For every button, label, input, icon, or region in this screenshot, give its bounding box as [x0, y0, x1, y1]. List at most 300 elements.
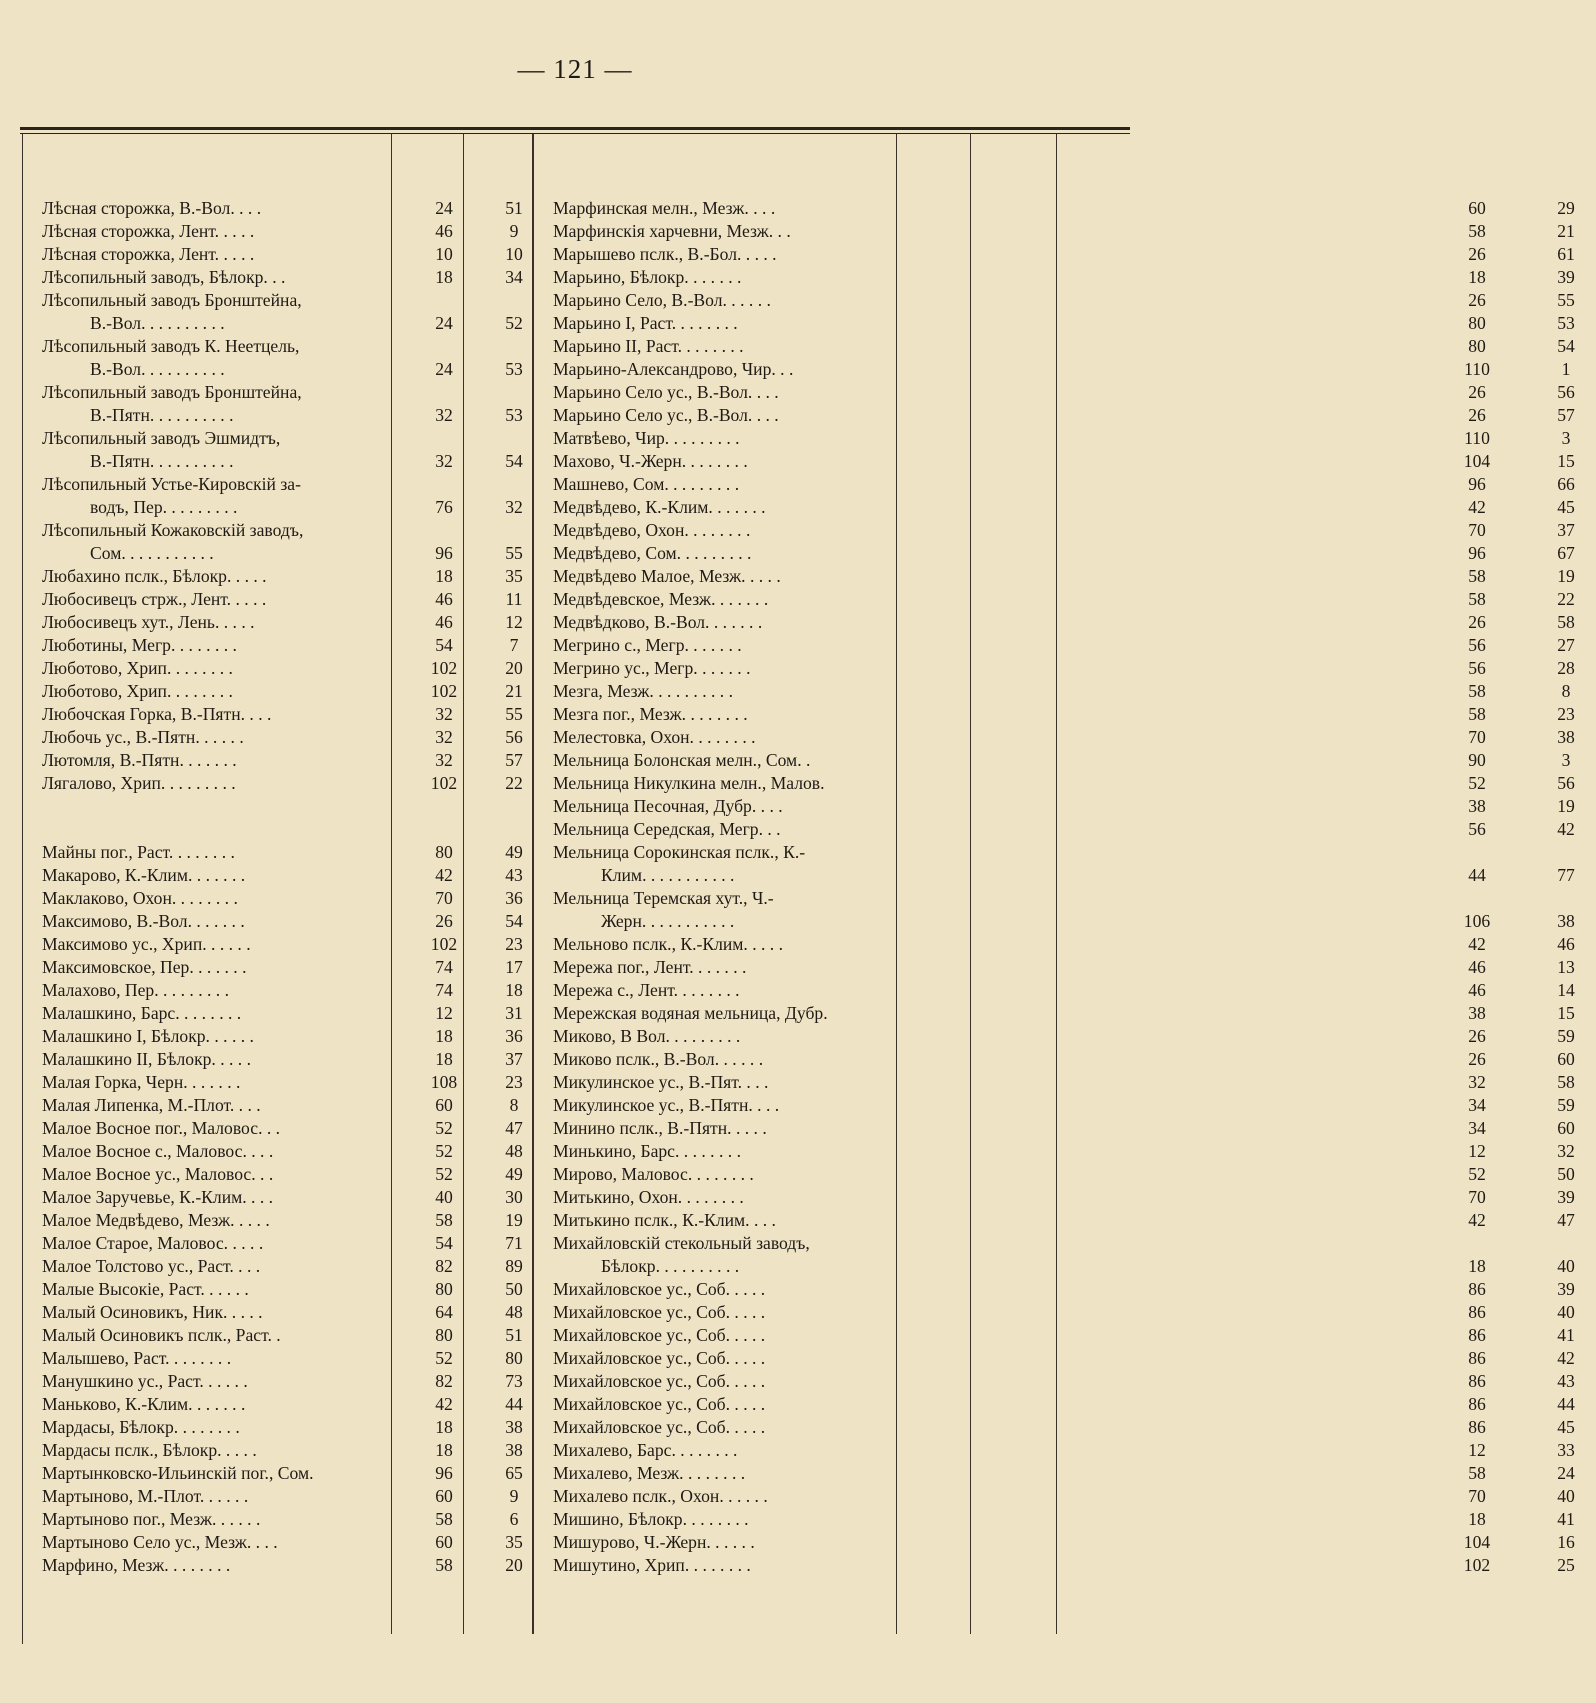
entry-number: 60	[1557, 1118, 1575, 1138]
index-row	[553, 1416, 1575, 1439]
entry-number: 27	[1557, 635, 1575, 655]
entry-number: 9	[509, 1486, 519, 1506]
index-row	[42, 473, 562, 496]
map-sheet-number: 46	[1468, 957, 1486, 977]
index-row	[553, 1393, 1575, 1416]
index-row	[553, 680, 1571, 703]
index-row	[42, 657, 562, 680]
entry-number: 41	[1557, 1325, 1575, 1345]
map-sheet-number: 86	[1468, 1325, 1486, 1345]
place-name: Лѣсопильный заводъ, Бѣлокр. . .	[42, 267, 286, 287]
index-row	[42, 772, 562, 795]
entry-number: 36	[505, 888, 523, 908]
map-sheet-number: 86	[1468, 1371, 1486, 1391]
map-sheet-number: 102	[430, 773, 458, 793]
index-row	[553, 1554, 1575, 1577]
entry-number: 18	[505, 980, 523, 1000]
place-name: водъ, Пер. . . . . . . . .	[90, 497, 238, 517]
index-row	[42, 197, 562, 220]
place-name: Миково, В Вол. . . . . . . . .	[553, 1026, 741, 1046]
index-row	[553, 473, 1575, 496]
map-sheet-number: 96	[435, 1463, 453, 1483]
entry-number: 47	[505, 1118, 523, 1138]
place-name: Митькино пслк., К.-Клим. . . .	[553, 1210, 776, 1230]
index-row	[553, 197, 1575, 220]
place-name: Мельница Сорокинская пслк., К.-	[553, 842, 806, 862]
place-name: Мартыново, М.-Плот. . . . . .	[42, 1486, 249, 1506]
map-sheet-number: 18	[435, 1026, 453, 1046]
entry-number: 32	[1557, 1141, 1575, 1161]
place-name: Марьино Село, В.-Вол. . . . . .	[553, 290, 771, 310]
entry-number: 66	[1557, 474, 1575, 494]
place-name: Мартыново Село ус., Мезж. . . .	[42, 1532, 278, 1552]
map-sheet-number: 58	[435, 1509, 453, 1529]
entry-number: 38	[1557, 727, 1575, 747]
entry-number: 65	[505, 1463, 523, 1483]
place-name: Мережа с., Лент. . . . . . . .	[553, 980, 740, 1000]
map-sheet-number: 52	[435, 1118, 453, 1138]
place-name: Лѣсная сторожка, Лент. . . . .	[42, 221, 255, 241]
index-row	[42, 450, 562, 473]
place-name: В.-Вол. . . . . . . . . .	[90, 313, 225, 333]
map-sheet-number: 52	[1468, 773, 1486, 793]
map-sheet-number: 96	[1468, 543, 1486, 563]
index-row	[42, 864, 562, 887]
entry-number: 23	[505, 934, 523, 954]
place-name: Мезга пог., Мезж. . . . . . . .	[553, 704, 748, 724]
index-row	[42, 404, 562, 427]
map-sheet-number: 52	[435, 1348, 453, 1368]
place-name: Михайловское ус., Соб. . . . .	[553, 1302, 766, 1322]
map-sheet-number: 32	[435, 727, 453, 747]
map-sheet-number: 108	[430, 1072, 458, 1092]
place-name: Лѣсная сторожка, Лент. . . . .	[42, 244, 255, 264]
place-name: Максимовское, Пер. . . . . . .	[42, 957, 247, 977]
right-column	[553, 197, 1575, 1577]
index-row	[42, 220, 562, 243]
index-row	[553, 1140, 1575, 1163]
index-row	[553, 864, 1575, 887]
place-name: Медвѣдево Малое, Мезж. . . . .	[553, 566, 781, 586]
place-name: Сом. . . . . . . . . . .	[90, 543, 214, 563]
place-name: Бѣлокр. . . . . . . . . .	[601, 1256, 740, 1276]
entry-number: 16	[1557, 1532, 1575, 1552]
entry-number: 50	[1557, 1164, 1575, 1184]
entry-number: 11	[505, 589, 523, 609]
index-row	[42, 749, 562, 772]
place-name: Микулинское ус., В.-Пятн. . . .	[553, 1095, 780, 1115]
map-sheet-number: 42	[435, 1394, 453, 1414]
place-name: Мережская водяная мельница, Дубр.	[553, 1003, 828, 1023]
entry-number: 46	[1557, 934, 1575, 954]
entry-number: 39	[1557, 1279, 1575, 1299]
entry-number: 54	[505, 911, 523, 931]
entry-number: 3	[1561, 750, 1571, 770]
entry-number: 8	[509, 1095, 519, 1115]
place-name: Малые Высокіе, Раст. . . . . .	[42, 1279, 249, 1299]
entry-number: 51	[505, 198, 523, 218]
index-row	[42, 1324, 562, 1347]
index-row	[553, 542, 1575, 565]
place-name: В.-Вол. . . . . . . . . .	[90, 359, 225, 379]
place-name: Михайловское ус., Соб. . . . .	[553, 1417, 766, 1437]
map-sheet-number: 58	[1468, 221, 1486, 241]
map-sheet-number: 76	[435, 497, 453, 517]
place-name: Лютомля, В.-Пятн. . . . . . .	[42, 750, 237, 770]
place-name: Маклаково, Охон. . . . . . . .	[42, 888, 238, 908]
index-row	[42, 933, 562, 956]
entry-number: 37	[1557, 520, 1575, 540]
place-name: Микулинское ус., В.-Пят. . . .	[553, 1072, 769, 1092]
entry-number: 33	[1557, 1440, 1575, 1460]
place-name: Мардасы, Бѣлокр. . . . . . . .	[42, 1417, 240, 1437]
map-sheet-number: 46	[435, 589, 453, 609]
index-row	[42, 1370, 562, 1393]
entry-number: 54	[505, 451, 523, 471]
entry-number: 41	[1557, 1509, 1575, 1529]
index-row	[42, 312, 562, 335]
place-name: Мартынковско-Ильинскій пог., Сом.	[42, 1463, 314, 1483]
index-row	[42, 358, 562, 381]
map-sheet-number: 70	[435, 888, 453, 908]
entry-number: 54	[1557, 336, 1575, 356]
index-row	[553, 726, 1575, 749]
place-name: Марьино-Александрово, Чир. . .	[553, 359, 794, 379]
place-name: Малашкино I, Бѣлокр. . . . . .	[42, 1026, 254, 1046]
index-row	[42, 519, 562, 542]
index-row	[42, 979, 562, 1002]
map-sheet-number: 110	[1464, 359, 1490, 379]
index-row	[553, 1370, 1575, 1393]
map-sheet-number: 80	[435, 842, 453, 862]
map-sheet-number: 80	[1468, 336, 1486, 356]
index-row	[553, 220, 1575, 243]
entry-number: 17	[505, 957, 523, 977]
map-sheet-number: 70	[1468, 1187, 1486, 1207]
place-name: Лягалово, Хрип. . . . . . . . .	[42, 773, 236, 793]
index-row	[42, 1209, 562, 1232]
map-sheet-number: 18	[435, 1049, 453, 1069]
index-row	[42, 887, 562, 910]
entry-number: 59	[1557, 1026, 1575, 1046]
index-row	[553, 1094, 1575, 1117]
place-name: Мельница Болонская мелн., Сом. .	[553, 750, 811, 770]
place-name: Малое Восное с., Маловос. . . .	[42, 1141, 274, 1161]
place-name: Марьино I, Раст. . . . . . . .	[553, 313, 738, 333]
index-row	[42, 1485, 562, 1508]
entry-number: 53	[505, 359, 523, 379]
index-row	[553, 772, 1575, 795]
entry-number: 89	[505, 1256, 523, 1276]
map-sheet-number: 18	[435, 267, 453, 287]
index-row	[553, 1232, 1093, 1255]
map-sheet-number: 24	[435, 313, 453, 333]
entry-number: 42	[1557, 819, 1575, 839]
place-name: Малая Горка, Черн. . . . . . .	[42, 1072, 241, 1092]
index-row	[42, 1048, 562, 1071]
map-sheet-number: 74	[435, 980, 453, 1000]
map-sheet-number: 34	[1468, 1095, 1486, 1115]
map-sheet-number: 46	[435, 221, 453, 241]
index-row	[42, 1186, 562, 1209]
entry-number: 34	[505, 267, 523, 287]
place-name: Лѣсопильный заводъ Эшмидтъ,	[42, 428, 281, 448]
index-row	[42, 266, 562, 289]
place-name: Марфино, Мезж. . . . . . . .	[42, 1555, 231, 1575]
index-row	[553, 289, 1575, 312]
index-row	[553, 427, 1571, 450]
entry-number: 6	[509, 1509, 519, 1529]
entry-number: 22	[1557, 589, 1575, 609]
index-row	[553, 795, 1575, 818]
map-sheet-number: 26	[1468, 612, 1486, 632]
map-sheet-number: 26	[1468, 290, 1486, 310]
entry-number: 73	[505, 1371, 523, 1391]
place-name: Жерн. . . . . . . . . . .	[601, 911, 735, 931]
place-name: Михалево, Мезж. . . . . . . .	[553, 1463, 746, 1483]
map-sheet-number: 44	[1468, 865, 1486, 885]
entry-number: 15	[1557, 451, 1575, 471]
entry-number: 40	[1557, 1486, 1575, 1506]
map-sheet-number: 42	[1468, 497, 1486, 517]
index-row	[42, 381, 562, 404]
place-name: Малашкино II, Бѣлокр. . . . .	[42, 1049, 251, 1069]
map-sheet-number: 96	[435, 543, 453, 563]
map-sheet-number: 70	[1468, 520, 1486, 540]
map-sheet-number: 60	[435, 1532, 453, 1552]
place-name: Машнево, Сом. . . . . . . . .	[553, 474, 740, 494]
place-name: Михайловскій стекольный заводъ,	[553, 1233, 810, 1253]
map-sheet-number: 60	[1468, 198, 1486, 218]
index-row	[42, 1094, 562, 1117]
entry-number: 1	[1561, 359, 1571, 379]
entry-number: 14	[1557, 980, 1575, 1000]
place-name: Лѣсная сторожка, В.-Вол. . . .	[42, 198, 262, 218]
map-sheet-number: 58	[1468, 704, 1486, 724]
place-name: Мишутино, Хрип. . . . . . . .	[553, 1555, 751, 1575]
index-row	[42, 1163, 562, 1186]
place-name: Мишурово, Ч.-Жерн. . . . . .	[553, 1532, 755, 1552]
place-name: Михалево, Барс. . . . . . . .	[553, 1440, 738, 1460]
map-sheet-number: 24	[435, 359, 453, 379]
place-name: Минино пслк., В.-Пятн. . . . .	[553, 1118, 767, 1138]
map-sheet-number: 58	[1468, 1463, 1486, 1483]
place-name: Марышево пслк., В.-Бол. . . . .	[553, 244, 777, 264]
place-name: Маньково, К.-Клим. . . . . . .	[42, 1394, 246, 1414]
entry-number: 55	[1557, 290, 1575, 310]
map-sheet-number: 86	[1468, 1302, 1486, 1322]
place-name: Мирово, Маловос. . . . . . . .	[553, 1164, 754, 1184]
entry-number: 71	[505, 1233, 523, 1253]
map-sheet-number: 38	[1468, 1003, 1486, 1023]
entry-number: 49	[505, 1164, 523, 1184]
map-sheet-number: 90	[1468, 750, 1486, 770]
index-row	[553, 703, 1575, 726]
entry-number: 42	[1557, 1348, 1575, 1368]
place-name: Мишино, Бѣлокр. . . . . . . .	[553, 1509, 749, 1529]
place-name: Майны пог., Раст. . . . . . . .	[42, 842, 235, 862]
index-row	[42, 910, 562, 933]
entry-number: 39	[1557, 267, 1575, 287]
map-sheet-number: 52	[435, 1164, 453, 1184]
index-row	[42, 1232, 562, 1255]
place-name: Люботово, Хрип. . . . . . . .	[42, 681, 233, 701]
map-sheet-number: 54	[435, 1233, 453, 1253]
place-name: В.-Пятн. . . . . . . . . .	[90, 451, 234, 471]
place-name: Марьино Село ус., В.-Вол. . . .	[553, 405, 779, 425]
map-sheet-number: 70	[1468, 727, 1486, 747]
entry-number: 80	[505, 1348, 523, 1368]
place-name: Махово, Ч.-Жерн. . . . . . . .	[553, 451, 748, 471]
map-sheet-number: 52	[435, 1141, 453, 1161]
index-row	[553, 956, 1575, 979]
index-row	[553, 611, 1575, 634]
map-sheet-number: 12	[1468, 1440, 1486, 1460]
index-row	[42, 496, 562, 519]
place-name: Любахино пслк., Бѣлокр. . . . .	[42, 566, 267, 586]
index-row	[553, 243, 1575, 266]
entry-number: 7	[509, 635, 519, 655]
place-name: Мегрино с., Мегр. . . . . . .	[553, 635, 742, 655]
map-sheet-number: 74	[435, 957, 453, 977]
index-row	[553, 1071, 1575, 1094]
index-row	[42, 634, 562, 657]
entry-number: 55	[505, 704, 523, 724]
map-sheet-number: 32	[435, 451, 453, 471]
index-row	[553, 312, 1575, 335]
map-sheet-number: 54	[435, 635, 453, 655]
entry-number: 57	[1557, 405, 1575, 425]
index-row	[42, 726, 562, 749]
map-sheet-number: 58	[435, 1555, 453, 1575]
index-row	[553, 634, 1575, 657]
entry-number: 19	[1557, 566, 1575, 586]
entry-number: 36	[505, 1026, 523, 1046]
map-sheet-number: 102	[430, 658, 458, 678]
entry-number: 10	[505, 244, 523, 264]
map-sheet-number: 86	[1468, 1394, 1486, 1414]
entry-number: 57	[505, 750, 523, 770]
entry-number: 77	[1557, 865, 1575, 885]
place-name: Макарово, К.-Клим. . . . . . .	[42, 865, 246, 885]
index-row	[42, 1416, 562, 1439]
header-rule-thick	[20, 127, 1130, 130]
index-row	[42, 335, 562, 358]
map-sheet-number: 56	[1468, 658, 1486, 678]
entry-number: 23	[1557, 704, 1575, 724]
index-row	[42, 243, 562, 266]
entry-number: 58	[1557, 1072, 1575, 1092]
entry-number: 38	[505, 1417, 523, 1437]
entry-number: 8	[1561, 681, 1571, 701]
index-row	[553, 1347, 1575, 1370]
entry-number: 56	[1557, 773, 1575, 793]
place-name: Лѣсопильный Устье-Кировскій за-	[42, 474, 301, 494]
index-row	[553, 933, 1575, 956]
place-name: Малое Заручевье, К.-Клим. . . .	[42, 1187, 274, 1207]
map-sheet-number: 18	[1468, 1509, 1486, 1529]
place-name: Медвѣдево, Охон. . . . . . . .	[553, 520, 751, 540]
map-sheet-number: 82	[435, 1256, 453, 1276]
place-name: Малашкино, Барс. . . . . . . .	[42, 1003, 242, 1023]
entry-number: 60	[1557, 1049, 1575, 1069]
index-row	[42, 1071, 562, 1094]
entry-number: 9	[509, 221, 519, 241]
index-row	[42, 1439, 562, 1462]
index-row	[42, 1117, 562, 1140]
entry-number: 49	[505, 842, 523, 862]
map-sheet-number: 26	[1468, 382, 1486, 402]
index-row	[553, 358, 1571, 381]
place-name: Марфинская мелн., Мезж. . . .	[553, 198, 776, 218]
entry-number: 3	[1561, 428, 1571, 448]
place-name: Малый Осиновикъ пслк., Раст. .	[42, 1325, 281, 1345]
entry-number: 13	[1557, 957, 1575, 977]
place-name: Мезга, Мезж. . . . . . . . . .	[553, 681, 734, 701]
map-sheet-number: 58	[1468, 566, 1486, 586]
map-sheet-number: 10	[435, 244, 453, 264]
map-sheet-number: 86	[1468, 1348, 1486, 1368]
place-name: Михайловское ус., Соб. . . . .	[553, 1279, 766, 1299]
map-sheet-number: 32	[435, 750, 453, 770]
place-name: Митькино, Охон. . . . . . . .	[553, 1187, 744, 1207]
entry-number: 55	[505, 543, 523, 563]
entry-number: 40	[1557, 1256, 1575, 1276]
place-name: Медвѣдево, К.-Клим. . . . . . .	[553, 497, 766, 517]
map-sheet-number: 110	[1464, 428, 1490, 448]
index-row	[553, 910, 1575, 933]
place-name: Миково пслк., В.-Вол. . . . . .	[553, 1049, 764, 1069]
place-name: Малое Восное ус., Маловос. . .	[42, 1164, 274, 1184]
entry-number: 22	[505, 773, 523, 793]
index-row	[553, 1324, 1575, 1347]
entry-number: 44	[505, 1394, 523, 1414]
map-sheet-number: 18	[1468, 1256, 1486, 1276]
map-sheet-number: 26	[1468, 1026, 1486, 1046]
place-name: Михайловское ус., Соб. . . . .	[553, 1348, 766, 1368]
entry-number: 35	[505, 566, 523, 586]
entry-number: 35	[505, 1532, 523, 1552]
section-gap	[42, 795, 562, 841]
entry-number: 20	[505, 658, 523, 678]
index-row	[42, 1255, 562, 1278]
entry-number: 29	[1557, 198, 1575, 218]
map-sheet-number: 96	[1468, 474, 1486, 494]
place-name: Михайловское ус., Соб. . . . .	[553, 1325, 766, 1345]
place-name: В.-Пятн. . . . . . . . . .	[90, 405, 234, 425]
map-sheet-number: 26	[1468, 405, 1486, 425]
place-name: Мельница Середская, Мегр. . .	[553, 819, 781, 839]
entry-number: 47	[1557, 1210, 1575, 1230]
index-row	[42, 680, 562, 703]
map-sheet-number: 58	[1468, 681, 1486, 701]
place-name: Максимово ус., Хрип. . . . . .	[42, 934, 251, 954]
map-sheet-number: 24	[435, 198, 453, 218]
entry-number: 21	[505, 681, 523, 701]
index-row	[553, 266, 1575, 289]
map-sheet-number: 32	[435, 405, 453, 425]
page-number: — 121 —	[517, 54, 633, 84]
place-name: Люботово, Хрип. . . . . . . .	[42, 658, 233, 678]
place-name: Лѣсопильный заводъ Бронштейна,	[42, 382, 302, 402]
map-sheet-number: 58	[1468, 589, 1486, 609]
entry-number: 25	[1557, 1555, 1575, 1575]
index-row	[42, 1278, 562, 1301]
map-sheet-number: 104	[1463, 451, 1491, 471]
map-sheet-number: 32	[435, 704, 453, 724]
place-name: Медвѣдевское, Мезж. . . . . . .	[553, 589, 769, 609]
place-name: Малахово, Пер. . . . . . . . .	[42, 980, 229, 1000]
